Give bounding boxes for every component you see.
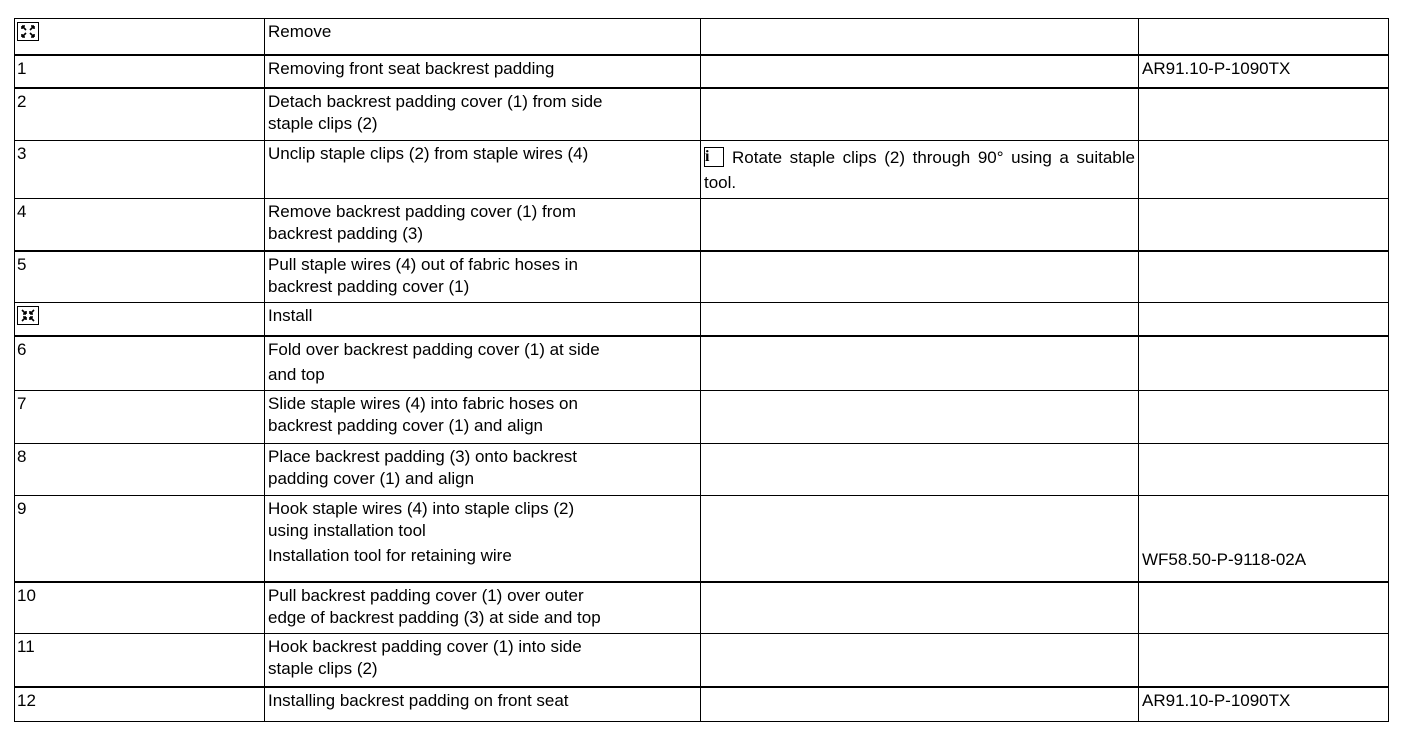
ref-cell [1139, 687, 1389, 722]
task-line: Pull backrest padding cover (1) over outer [268, 585, 584, 605]
note-cell [701, 141, 1139, 199]
task-cell [265, 444, 701, 496]
table-row [15, 496, 1389, 582]
step-number: 1 [17, 58, 27, 78]
table-row [15, 444, 1389, 496]
task-line: Pull staple wires (4) out of fabric hoses in [268, 254, 578, 274]
task-line: Slide staple wires (4) into fabric hoses on [268, 394, 578, 413]
task-cell [265, 496, 701, 582]
step-number: 10 [17, 585, 36, 605]
task-line: Fold over backrest padding cover (1) at side [268, 339, 600, 359]
task-line: Removing front seat backrest padding [268, 58, 555, 78]
task-line: Detach backrest padding cover (1) from side [268, 91, 603, 111]
ref-cell [1139, 88, 1389, 141]
step-cell [15, 391, 265, 444]
step-cell [15, 55, 265, 88]
task-cell [265, 141, 701, 199]
task-line: padding cover (1) and align [268, 469, 475, 488]
task-cell [265, 251, 701, 303]
task-line: staple clips (2) [268, 113, 378, 133]
ref-cell [1139, 336, 1389, 391]
note-cell [701, 582, 1139, 634]
note-cell [701, 251, 1139, 303]
table-row [15, 687, 1389, 722]
task-line: backrest padding cover (1) and align [268, 416, 543, 435]
note-cell [701, 199, 1139, 251]
task-line: Install [268, 306, 313, 325]
task-cell [265, 634, 701, 687]
task-line: Hook staple wires (4) into staple clips (2) [268, 499, 575, 518]
table-row [15, 336, 1389, 391]
tool-line: Installation tool for retaining wire [268, 546, 512, 565]
info-icon: i [704, 147, 724, 167]
step-cell [15, 634, 265, 687]
note-cell [701, 19, 1139, 55]
task-line: staple clips (2) [268, 659, 378, 678]
task-line: backrest padding (3) [268, 224, 423, 243]
ref-cell [1139, 496, 1389, 582]
reference-link[interactable]: AR91.10-P-1090TX [1142, 690, 1291, 710]
reference-link[interactable]: AR91.10-P-1090TX [1142, 58, 1291, 78]
task-cell [265, 582, 701, 634]
step-number: 6 [17, 339, 27, 359]
step-number: 9 [17, 499, 27, 518]
remove-section-icon [17, 22, 39, 41]
info-note-text: Rotate staple clips (2) through 90° using a suitable tool. [704, 148, 1135, 192]
ref-cell [1139, 19, 1389, 55]
step-number: 3 [17, 144, 27, 163]
table-row [15, 582, 1389, 634]
table-row [15, 303, 1389, 336]
task-line: Unclip staple clips (2) from staple wires (4) [268, 144, 589, 163]
ref-cell [1139, 391, 1389, 444]
task-line: Hook backrest padding cover (1) into side [268, 637, 582, 656]
ref-cell [1139, 141, 1389, 199]
step-cell [15, 251, 265, 303]
step-cell [15, 444, 265, 496]
step-cell [15, 496, 265, 582]
table-row [15, 634, 1389, 687]
step-cell [15, 303, 265, 336]
step-cell [15, 687, 265, 722]
step-cell [15, 199, 265, 251]
task-cell [265, 303, 701, 336]
task-line: Remove [268, 22, 332, 41]
step-cell [15, 141, 265, 199]
task-line: and top [268, 364, 325, 384]
table-row [15, 391, 1389, 444]
note-cell [701, 55, 1139, 88]
ref-cell [1139, 582, 1389, 634]
task-cell [265, 687, 701, 722]
table-row [15, 55, 1389, 88]
task-cell [265, 19, 701, 55]
note-cell [701, 88, 1139, 141]
ref-cell [1139, 634, 1389, 687]
table-row [15, 141, 1389, 199]
step-cell [15, 88, 265, 141]
step-number: 12 [17, 690, 36, 710]
task-cell [265, 391, 701, 444]
note-cell [701, 391, 1139, 444]
step-number: 5 [17, 254, 27, 274]
task-line: Place backrest padding (3) onto backrest [268, 447, 578, 466]
info-note [704, 145, 1135, 195]
task-cell [265, 199, 701, 251]
task-cell [265, 55, 701, 88]
reference-link[interactable]: WF58.50-P-9118-02A [1142, 550, 1307, 569]
table-row [15, 251, 1389, 303]
table-row [15, 199, 1389, 251]
note-cell [701, 336, 1139, 391]
step-cell [15, 19, 265, 55]
step-number: 8 [17, 447, 27, 466]
step-number: 2 [17, 91, 27, 111]
step-number: 4 [17, 202, 27, 221]
step-cell [15, 582, 265, 634]
step-number: 7 [17, 394, 27, 413]
note-cell [701, 303, 1139, 336]
task-cell [265, 88, 701, 141]
ref-spacer [1142, 498, 1385, 524]
note-cell [701, 687, 1139, 722]
note-cell [701, 444, 1139, 496]
table-row [15, 19, 1389, 55]
install-section-icon [17, 306, 39, 325]
task-line: edge of backrest padding (3) at side and top [268, 607, 601, 627]
note-cell [701, 496, 1139, 582]
task-line: using installation tool [268, 521, 426, 540]
task-line: backrest padding cover (1) [268, 276, 470, 296]
ref-cell [1139, 251, 1389, 303]
task-line: Installing backrest padding on front seat [268, 690, 569, 710]
step-number: 11 [17, 637, 35, 656]
procedure-table [14, 18, 1389, 722]
ref-cell [1139, 55, 1389, 88]
table-row [15, 88, 1389, 141]
step-cell [15, 336, 265, 391]
ref-cell [1139, 444, 1389, 496]
note-cell [701, 634, 1139, 687]
task-cell [265, 336, 701, 391]
task-line: Remove backrest padding cover (1) from [268, 202, 577, 221]
ref-cell [1139, 303, 1389, 336]
ref-cell [1139, 199, 1389, 251]
